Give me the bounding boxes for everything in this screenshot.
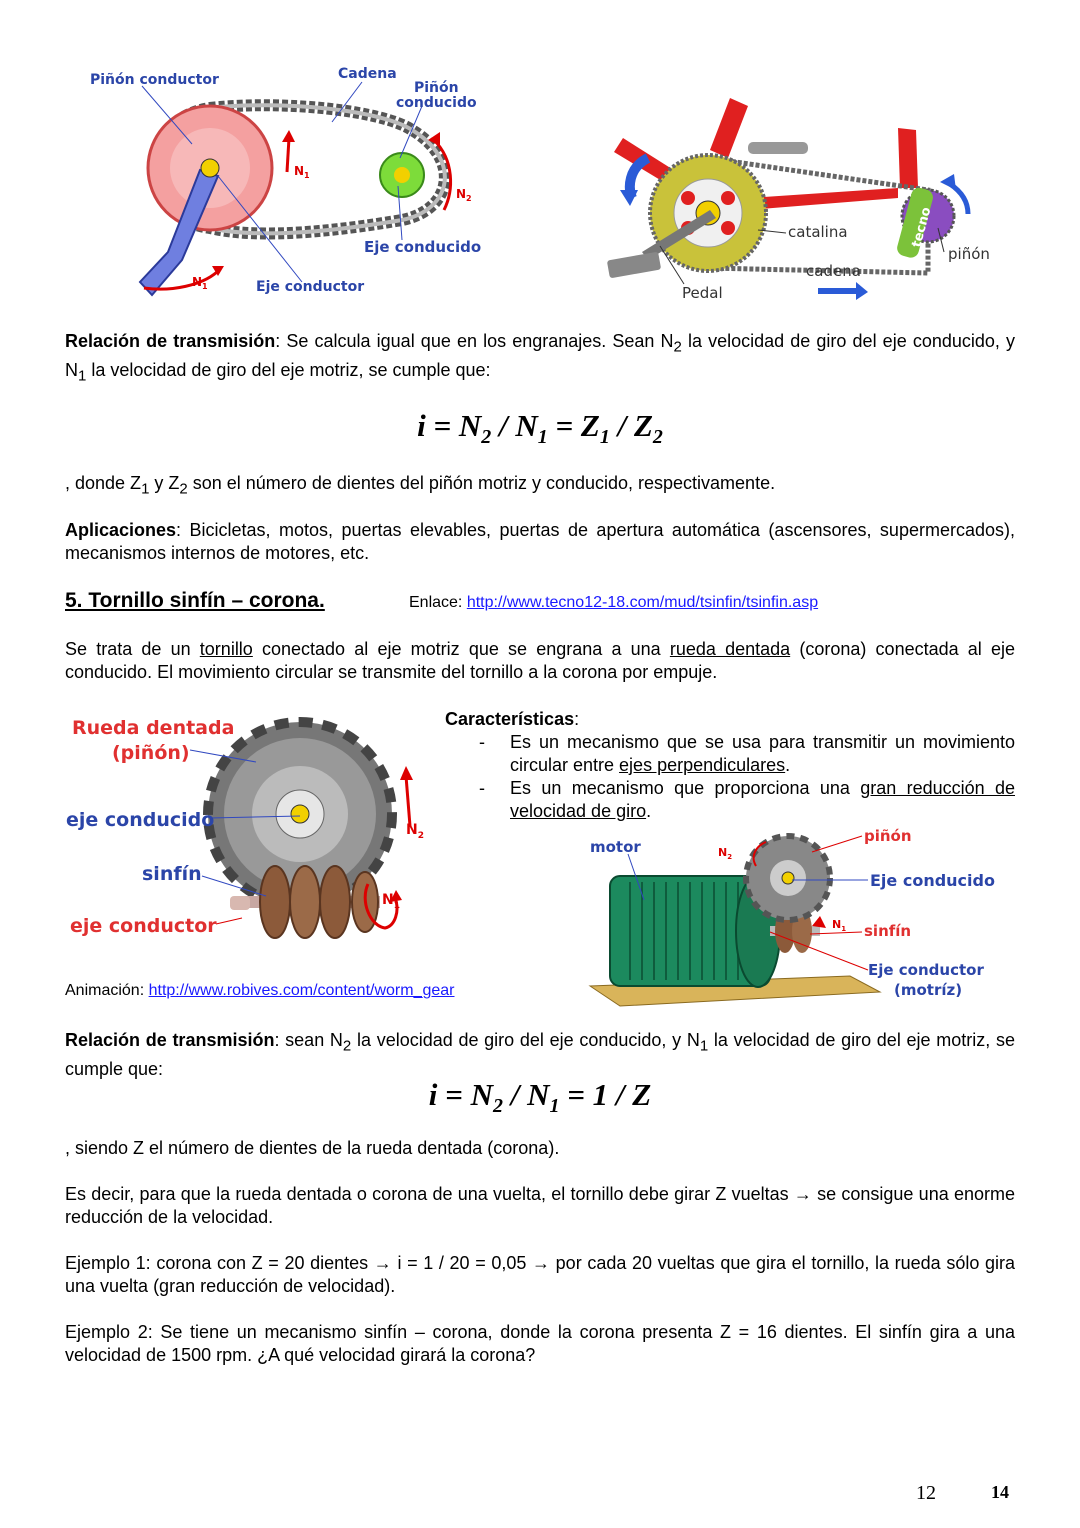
features-list: [445, 731, 1015, 823]
label-cadena-bici: cadena: [806, 262, 861, 280]
tecno-link[interactable]: http://www.tecno12-18.com/mud/tsinfin/tsinfin.asp: [466, 594, 819, 611]
features-block: Características: - Es un mecanismo que se usa para transmitir un movimiento circular entre ejes perpendiculares. - Es un mecanismo que proporciona una gran reducción de velocidad de giro.: [445, 708, 1015, 823]
page-total: 14: [991, 1482, 1009, 1502]
worm-gear-figure: [60, 706, 440, 972]
label-n2-worm: $N_2$: [406, 822, 424, 841]
ejemplo-2-text: Ejemplo 2: Se tiene un mecanismo sinfín – corona, donde la corona presenta Z = 16 dientes. El sinfín gira a una velocidad de 1500 rpm. ¿A qué velocidad girará la corona?: [65, 1322, 1015, 1365]
es-decir-text: Es decir, para que la rueda dentada o corona de una vuelta, el tornillo debe girar Z vueltas → se consigue una enorme reducción de la velocidad.: [65, 1184, 1015, 1227]
chain-relation-title: Relación de transmisión: [65, 331, 276, 351]
label-n1-top: $N_1$: [294, 164, 310, 180]
page-number: 12: [916, 1482, 936, 1504]
features-title: Características: [445, 709, 575, 729]
feature-item: - Es un mecanismo que se usa para transmitir un movimiento circular entre ejes perpendiculares.: [445, 731, 1015, 777]
label-eje-conducido-motor: Eje conducido: [870, 871, 995, 890]
label-motriz: (motríz): [894, 981, 963, 999]
motor-worm-figure: [580, 826, 1000, 1010]
chain-formula: $i = N_2 / N_1 = Z_1 / Z_2$: [417, 408, 663, 449]
feature-item: - Es un mecanismo que proporciona una gran reducción de velocidad de giro.: [445, 777, 1015, 823]
siendo-text: , siendo Z el número de dientes de la rueda dentada (corona).: [65, 1138, 560, 1158]
worm-formula: $i = N_2 / N_1 = 1 / Z$: [428, 1077, 652, 1118]
label-eje-conducido: Eje conducido: [364, 238, 482, 256]
label-pinon-conducido-2: conducido: [396, 95, 477, 111]
label-cadena: Cadena: [338, 66, 397, 82]
label-rueda-dentada: Rueda dentada: [72, 717, 235, 739]
label-pinon-conducido-1: Piñón: [414, 80, 459, 96]
ejemplo-1-text: Ejemplo 1: corona con Z = 20 dientes → i = 1 / 20 = 0,05 → por cada 20 vueltas que gira el tornillo, la rueda sólo gira una vuelta (gran reducción de velocidad).: [65, 1253, 1015, 1296]
animation-label: Animación:: [65, 982, 149, 999]
robives-link[interactable]: http://www.robives.com/content/worm_gear: [148, 982, 455, 999]
label-n2-motor: $N_2$: [718, 846, 733, 861]
link-label: Enlace:: [409, 594, 467, 611]
label-motor: motor: [590, 838, 641, 856]
label-n1-motor: $N_1$: [832, 918, 847, 933]
chain-relation-paragraph: Relación de transmisión: Se calcula igual que en los engranajes. Sean $N_2$ la velocidad de giro del eje conducido, y $N_1$ la velocidad de giro del eje motriz, se cumple que:: [65, 331, 1015, 385]
label-catalina: catalina: [788, 223, 848, 241]
label-n1-worm: $N_1$: [382, 892, 400, 911]
label-eje-conductor: Eje conductor: [256, 279, 365, 295]
section-5-heading: 5. Tornillo sinfín – corona.: [65, 589, 325, 612]
applications-paragraph: Aplicaciones: Bicicletas, motos, puertas elevables, puertas de apertura automática (ascensores, supermercados), mecanismos internos de motores, etc.: [65, 520, 1015, 563]
bicycle-drive-figure: [598, 98, 998, 308]
label-n1-bottom: $N_1$: [192, 275, 208, 291]
label-eje-conductor-motor: Eje conductor: [868, 961, 984, 979]
chain-where-text: , donde $Z_1$ y $Z_2$ son el número de dientes del piñón motriz y conducido, respectivamente.: [65, 473, 776, 498]
label-pinon-conductor: Piñón conductor: [90, 72, 219, 88]
label-sinfin-motor: sinfín: [864, 922, 912, 940]
label-pinon-motor: piñón: [864, 827, 912, 845]
applications-title: Aplicaciones: [65, 520, 177, 540]
section-5-link-row: [409, 594, 818, 612]
section-5-intro: Se trata de un tornillo conectado al eje motriz que se engrana a una rueda dentada (corona) conectada al eje conducido. El movimiento circular se transmite del tornillo a la corona por empuje.: [65, 639, 1016, 682]
label-pinon-bici: piñón: [948, 245, 990, 263]
label-pedal: Pedal: [682, 284, 723, 302]
label-eje-conductor-worm: eje conductor: [70, 915, 217, 937]
label-n2: $N_2$: [456, 187, 472, 203]
worm-relation-paragraph: Relación de transmisión: sean $N_2$ la velocidad de giro del eje conducido, y $N_1$ la velocidad de giro del eje motriz, se cumple que:: [65, 1030, 1015, 1079]
label-eje-conducido-worm: eje conducido: [66, 809, 215, 831]
label-tecno: tecno: [909, 205, 935, 250]
worm-relation-title: Relación de transmisión: [65, 1030, 275, 1050]
animation-link-row: [65, 982, 455, 1000]
label-pinon-paren: (piñón): [112, 742, 190, 764]
label-sinfin: sinfín: [142, 863, 202, 885]
chain-drive-figure: [82, 60, 502, 306]
